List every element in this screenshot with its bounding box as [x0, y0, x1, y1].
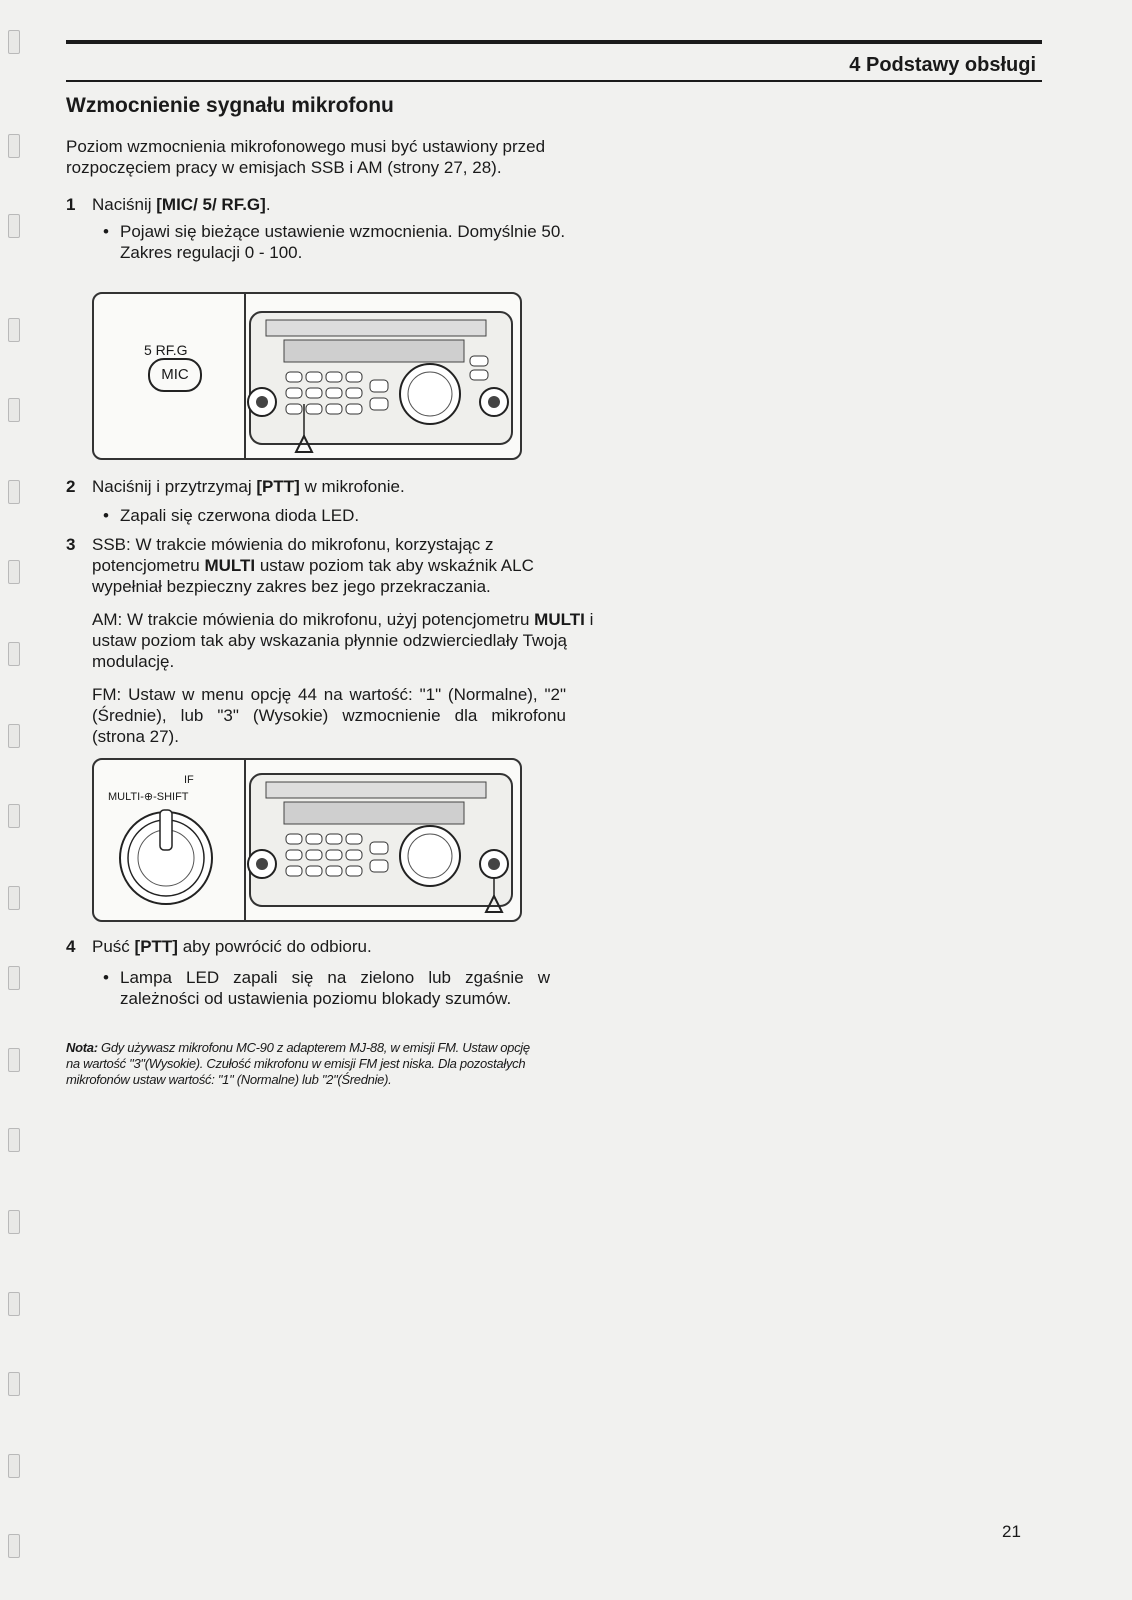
binding-tab — [8, 560, 20, 584]
note-label: Nota: — [66, 1040, 98, 1055]
radio-front-panel-illustration — [244, 760, 520, 920]
note-text: Gdy używasz mikrofonu MC-90 z adapterem MJ-88, w emisji FM. Ustaw opcję na wartość "3"(Wysokie). Czułość mikrofonu w emisji FM jest niska. Dla pozostałych mikrofonów ustaw wartość: "1" (Normalne) lub "2"(Średnie). — [66, 1040, 530, 1087]
step-text: Puść — [92, 937, 135, 956]
multi-knob-icon — [94, 760, 244, 920]
binding-tab — [8, 724, 20, 748]
if-label: IF — [184, 774, 194, 786]
step-1-bullet — [66, 221, 572, 263]
binding-tab — [8, 804, 20, 828]
bullet-dot: • — [103, 506, 109, 525]
key-multi: MULTI — [534, 610, 585, 629]
step-number: 3 — [66, 535, 76, 554]
chapter-heading: 4 Podstawy obsługi — [849, 54, 1036, 76]
step-2-bullet — [66, 505, 566, 526]
binding-tab — [8, 1372, 20, 1396]
radio-panel-icon — [244, 760, 518, 920]
binding-tab — [8, 214, 20, 238]
binding-tab — [8, 318, 20, 342]
step-text: Naciśnij — [92, 195, 157, 214]
radio-panel-icon — [244, 294, 518, 458]
figure-key-panel — [94, 294, 246, 458]
step-4-bullet — [66, 967, 550, 1009]
figure-multi-knob — [92, 758, 522, 922]
step-3 — [66, 534, 566, 597]
radio-front-panel-illustration — [244, 294, 520, 458]
step-4 — [66, 936, 550, 957]
binding-tab — [8, 886, 20, 910]
content-block-1 — [66, 136, 572, 263]
bullet-text: Pojawi się bieżące ustawienie wzmocnienia. Domyślnie 50. Zakres regulacji 0 - 100. — [120, 222, 566, 262]
binding-tab — [8, 642, 20, 666]
binding-tab — [8, 134, 20, 158]
figure-mic-key — [92, 292, 522, 460]
binding-tab — [8, 1048, 20, 1072]
key-ptt: [PTT] — [134, 937, 178, 956]
header-rule-bottom — [66, 80, 1042, 82]
note-block — [66, 1040, 536, 1088]
binding-tab — [8, 398, 20, 422]
key-mic-rfg: [MIC/ 5/ RF.G] — [156, 195, 266, 214]
key-multi: MULTI — [204, 556, 256, 575]
figure-knob-panel — [94, 760, 246, 920]
key-ptt: [PTT] — [256, 477, 300, 496]
section-title: Wzmocnienie sygnału mikrofonu — [66, 94, 394, 117]
rfg-label: 5 RF.G — [144, 342, 188, 358]
ssb-text-tail: ustaw poziom tak aby wskaźnik ALC wypełniał bezpieczny zakres bez jego przekraczania. — [92, 556, 534, 596]
step-number: 4 — [66, 937, 76, 956]
bullet-dot: • — [103, 222, 109, 241]
multi-shift-label: MULTI-⊕-SHIFT — [108, 791, 189, 803]
bullet-dot: • — [103, 968, 109, 987]
step-3-fm: FM: Ustaw w menu opcję 44 na wartość: "1" (Normalne), "2" (Średnie), lub "3" (Wysokie) wzmocnienie dla mikrofonu (strona 27). — [92, 685, 566, 746]
step-number: 1 — [66, 195, 76, 214]
binding-tab — [8, 1292, 20, 1316]
binding-tab — [8, 1454, 20, 1478]
step-text: Naciśnij i przytrzymaj — [92, 477, 257, 496]
binding-tab — [8, 1128, 20, 1152]
step-3-ssb — [92, 534, 566, 597]
content-block-3 — [66, 936, 550, 1009]
step-2 — [66, 476, 566, 497]
step-text-tail: . — [265, 195, 271, 214]
content-block-2 — [66, 476, 594, 747]
multi-label: MULTI — [108, 791, 141, 803]
binding-tab — [8, 30, 20, 54]
binding-tab — [8, 1534, 20, 1558]
mic-key-icon: MIC — [148, 358, 202, 392]
header-rule-top — [66, 40, 1042, 44]
am-text: AM: W trakcie mówienia do mikrofonu, użyj potencjometru — [92, 610, 535, 629]
binding-tab — [8, 966, 20, 990]
step-text-tail: w mikrofonie. — [299, 477, 405, 496]
binding-tab — [8, 480, 20, 504]
bullet-text: Lampa LED zapali się na zielono lub zgaśnie w zależności od ustawienia poziomu blokady szumów. — [120, 968, 550, 1008]
page-number: 21 — [1002, 1522, 1021, 1541]
bullet-text: Zapali się czerwona dioda LED. — [120, 506, 360, 525]
step-3-am — [66, 609, 602, 672]
binding-edge — [0, 0, 38, 1600]
intro-paragraph: Poziom wzmocnienia mikrofonowego musi być ustawiony przed rozpoczęciem pracy w emisjach SSB i AM (strony 27, 28). — [66, 137, 546, 177]
ssb-text: SSB: W trakcie mówienia do mikrofonu, korzystając z potencjometru — [92, 535, 494, 575]
step-text-tail: aby powrócić do odbioru. — [177, 937, 372, 956]
step-1 — [66, 194, 572, 215]
binding-tab — [8, 1210, 20, 1234]
am-text-tail: i ustaw poziom tak aby wskazania płynnie odzwierciedlały Twoją modulację. — [92, 610, 594, 671]
step-number: 2 — [66, 477, 76, 496]
shift-label: SHIFT — [156, 791, 189, 803]
